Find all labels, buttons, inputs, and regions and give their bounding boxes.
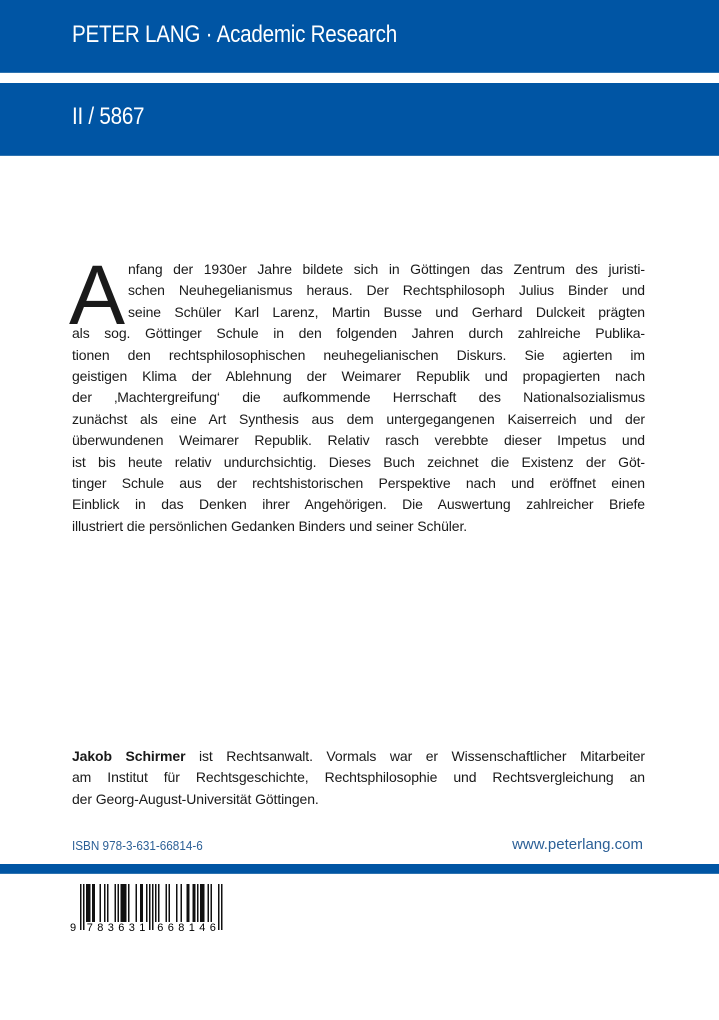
barcode-bar bbox=[92, 884, 94, 922]
barcode-bar bbox=[149, 884, 151, 930]
barcode-digit: 6 bbox=[157, 922, 164, 934]
barcode-bar bbox=[187, 884, 189, 922]
blurb-line: illustriert die persönlichen Gedanken Binders und seiner Schüler. bbox=[72, 517, 468, 534]
barcode-digit: 6 bbox=[118, 922, 125, 934]
barcode-bar bbox=[142, 884, 144, 922]
barcode-digit: 9 bbox=[70, 922, 77, 934]
blurb-line: seine Schüler Karl Larenz, Martin Busse und Gerhard Dulckeit prägten bbox=[128, 303, 645, 320]
author-name: Jakob Schirmer bbox=[72, 748, 186, 764]
barcode-bar bbox=[107, 884, 109, 922]
publisher-title: PETER LANG · Academic Research bbox=[72, 21, 397, 48]
series-band bbox=[0, 83, 719, 156]
barcode-bar bbox=[169, 884, 171, 922]
barcode-digit: 4 bbox=[199, 922, 206, 934]
barcode-bar bbox=[136, 884, 138, 922]
barcode-digit: 3 bbox=[107, 922, 114, 934]
blurb-text bbox=[69, 248, 645, 537]
author-bio-line: der Georg-August-Universität Göttingen. bbox=[72, 790, 319, 807]
footer-bar bbox=[0, 864, 719, 874]
barcode-bar bbox=[193, 884, 195, 922]
barcode-bar bbox=[125, 884, 127, 922]
barcode-bar bbox=[89, 884, 91, 922]
barcode-digit: 3 bbox=[128, 922, 135, 934]
blurb-line: der ‚Machtergreifung‘ die aufkommende Herrschaft des Nationalsozialismus bbox=[72, 389, 645, 406]
barcode-bar bbox=[221, 884, 223, 930]
barcode-bar bbox=[100, 884, 102, 922]
barcode-bar bbox=[152, 884, 154, 930]
barcode-bar bbox=[121, 884, 123, 922]
barcode-bar bbox=[118, 884, 120, 922]
barcode-bar bbox=[155, 884, 157, 922]
barcode-bar bbox=[88, 884, 90, 922]
author-bio bbox=[72, 746, 645, 810]
blurb-line: überwundenen Weimarer Republik. Relativ rasch verebbte dieser Impetus und bbox=[72, 432, 645, 449]
barcode-digit: 6 bbox=[167, 922, 174, 934]
barcode-bar bbox=[188, 884, 190, 922]
barcode-digit: 6 bbox=[209, 922, 216, 934]
blurb-line: nfang der 1930er Jahre bildete sich in Göttingen das Zentrum des juristi- bbox=[128, 261, 645, 277]
barcode-bar bbox=[86, 884, 88, 922]
barcode-bar bbox=[181, 884, 183, 922]
blurb-line: tionen den rechtsphilosophischen neuhegelianischen Diskurs. Sie agierten im bbox=[72, 346, 645, 363]
isbn-barcode bbox=[68, 884, 228, 934]
barcode-bar bbox=[200, 884, 202, 922]
blurb-line: als sog. Göttinger Schule in den folgenden Jahren durch zahlreiche Publika- bbox=[72, 325, 645, 342]
barcode-digit: 7 bbox=[86, 922, 93, 934]
barcode-bar bbox=[94, 884, 96, 922]
author-bio-line: am Institut für Rechtsgeschichte, Rechtsphilosophie und Rechtsvergleichung an bbox=[72, 769, 645, 786]
barcode-bar bbox=[208, 884, 210, 922]
barcode-bar bbox=[128, 884, 130, 922]
blurb-line: Einblick in das Denken ihrer Angehörigen. Die Auswertung zahlreicher Briefe bbox=[72, 496, 645, 513]
barcode-bar bbox=[211, 884, 213, 922]
barcode-bar bbox=[176, 884, 178, 922]
series-number: II / 5867 bbox=[72, 103, 145, 130]
barcode-digit: 1 bbox=[188, 922, 195, 934]
publisher-band bbox=[0, 0, 719, 73]
barcode-bar bbox=[203, 884, 205, 922]
barcode-bar bbox=[124, 884, 126, 922]
publisher-url[interactable]: www.peterlang.com bbox=[512, 836, 643, 853]
blurb-line: tinger Schule aus der rechtshistorischen Perspektive nach und eröffnet einen bbox=[72, 474, 645, 491]
isbn: ISBN 978-3-631-66814-6 bbox=[72, 838, 203, 853]
barcode-bar bbox=[104, 884, 106, 922]
barcode-bar bbox=[166, 884, 168, 922]
barcode-digit: 8 bbox=[178, 922, 185, 934]
barcode-digit: 1 bbox=[139, 922, 146, 934]
blurb-line: geistigen Klima der Ablehnung der Weimarer Republik und propagierten nach bbox=[72, 367, 645, 384]
drop-cap: A bbox=[69, 248, 126, 342]
barcode-bar bbox=[80, 884, 82, 930]
barcode-bar bbox=[146, 884, 148, 922]
barcode-bar bbox=[202, 884, 204, 922]
barcode-digit: 8 bbox=[97, 922, 104, 934]
barcode-bar bbox=[122, 884, 124, 922]
barcode-bar bbox=[83, 884, 85, 930]
barcode-bar bbox=[218, 884, 220, 930]
barcode-bar bbox=[140, 884, 142, 922]
author-bio-line: ist Rechtsanwalt. Vormals war er Wissenschaftlicher Mitarbeiter bbox=[185, 748, 645, 764]
barcode-bar bbox=[115, 884, 117, 922]
barcode-bar bbox=[194, 884, 196, 922]
barcode-bar bbox=[197, 884, 199, 922]
blurb-line: ist bis heute relativ undurchsichtig. Dieses Buch zeichnet die Existenz der Göt- bbox=[72, 453, 645, 470]
barcode-bar bbox=[158, 884, 160, 922]
blurb-line: schen Neuhegelianismus heraus. Der Rechtsphilosoph Julius Binder und bbox=[128, 282, 645, 299]
blurb-line: zunächst als eine Art Synthesis aus dem untergegangenen Kaiserreich und der bbox=[72, 410, 645, 427]
